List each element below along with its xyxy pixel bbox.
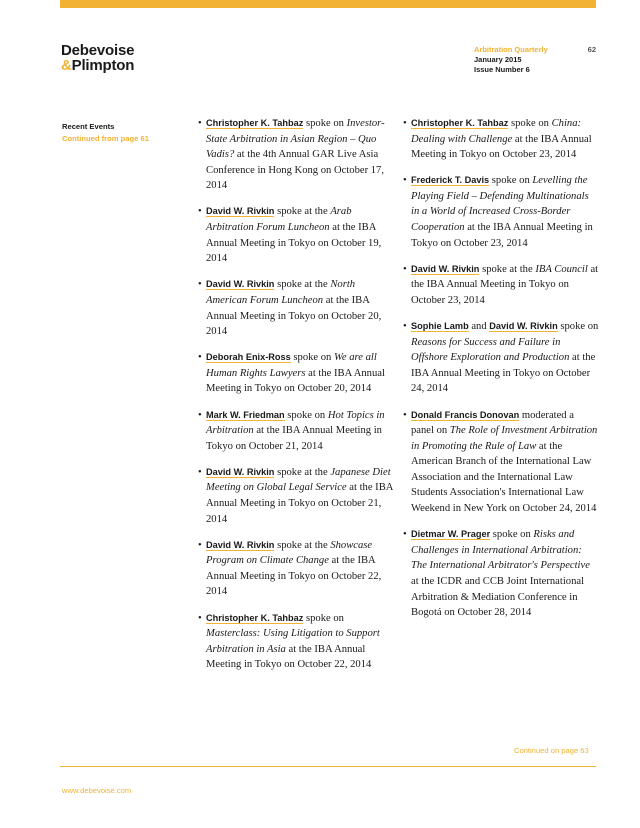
- speaker-name-link[interactable]: David W. Rivkin: [411, 263, 480, 274]
- speaker-name-link[interactable]: David W. Rivkin: [489, 321, 558, 332]
- events-column-right: [403, 116, 599, 631]
- event-title: IBA Council: [535, 263, 588, 275]
- event-text: at the IBA Annual Meeting in Tokyo on October 21, 2014: [206, 425, 382, 452]
- footer-divider: [60, 766, 596, 767]
- event-text: spoke on: [508, 118, 552, 129]
- page-number: 62: [587, 45, 596, 54]
- event-text: spoke on: [290, 352, 335, 364]
- speaker-name-link[interactable]: Sophie Lamb: [411, 321, 469, 332]
- event-text: at the IBA Annual Meeting in Tokyo on October 23, 2014: [411, 263, 599, 306]
- event-title: Showcase Program on Climate Change: [206, 539, 373, 567]
- event-text: spoke on: [303, 612, 344, 624]
- top-accent-bar: [60, 0, 596, 8]
- event-title: We are all Human Rights Lawyers: [206, 352, 377, 379]
- event-text: spoke at the: [274, 279, 331, 291]
- speaker-name-link[interactable]: Dietmar W. Prager: [411, 529, 491, 540]
- bullet-icon: •: [403, 175, 407, 187]
- event-text: moderated a panel on: [411, 409, 574, 437]
- bullet-icon: •: [403, 263, 407, 275]
- event-text: at the IBA Annual Meeting in Tokyo on October 20, 2014: [206, 294, 382, 338]
- logo-line-2: Plimpton: [71, 57, 135, 74]
- bullet-icon: •: [403, 529, 407, 541]
- event-item: [198, 408, 394, 455]
- event-item: [403, 173, 599, 251]
- speaker-name-link[interactable]: Mark W. Friedman: [206, 409, 285, 420]
- events-column-left: [198, 116, 394, 683]
- bullet-icon: •: [403, 118, 407, 129]
- event-item: [198, 350, 394, 397]
- event-item: [403, 116, 599, 163]
- event-text: at the IBA Annual Meeting in Tokyo on October 19, 2014: [206, 222, 382, 265]
- speaker-name-link[interactable]: Deborah Enix-Ross: [206, 352, 291, 363]
- bullet-icon: •: [198, 352, 202, 364]
- bullet-icon: •: [198, 409, 202, 421]
- event-text: spoke on: [490, 529, 534, 541]
- event-text: at the IBA Annual Meeting in Tokyo on October 22, 2014: [206, 643, 372, 671]
- event-title: China: Dealing with Challenge: [411, 118, 582, 145]
- event-text: at the IBA Annual Meeting in Tokyo on October 20, 2014: [206, 367, 385, 395]
- event-title: The Role of Investment Arbitration in Promoting the Rule of Law: [411, 425, 598, 452]
- event-title: Risks and Challenges in International Arbitration: The International Arbitrator's Perspective: [411, 529, 590, 572]
- continued-on-link[interactable]: Continued on page 63: [514, 746, 589, 755]
- bullet-icon: •: [198, 466, 202, 478]
- event-text: at the American Branch of the International Law Association and the International Law Students Association's International Law Weekend in New York on October 24, 2014: [411, 440, 597, 515]
- speaker-name-link[interactable]: Christopher K. Tahbaz: [411, 118, 509, 128]
- event-text: spoke on: [303, 118, 347, 129]
- event-text: spoke at the: [274, 466, 331, 478]
- bullet-icon: •: [198, 118, 202, 129]
- website-link[interactable]: www.debevoise.com: [62, 786, 132, 795]
- bullet-icon: •: [403, 321, 407, 333]
- section-title: Recent Events: [62, 122, 115, 131]
- event-title: Levelling the Playing Field – Defending Multinationals in a World of Increased Cross-Border Cooperation: [411, 175, 589, 234]
- logo-ampersand: &: [61, 57, 72, 74]
- event-text: spoke at the: [274, 206, 331, 218]
- event-title: Japanese Diet Meeting on Global Legal Service: [206, 466, 391, 494]
- event-text: at the ICDR and CCB Joint International Arbitration & Mediation Conference in Bogotá on October 28, 2014: [411, 575, 585, 619]
- event-title: Reasons for Success and Failure in Offshore Exploration and Production: [411, 336, 570, 364]
- publication-title: Arbitration Quarterly: [474, 45, 548, 54]
- event-item: [403, 262, 599, 309]
- bullet-icon: •: [198, 539, 202, 551]
- event-text: spoke on: [489, 175, 533, 187]
- event-text: at the IBA Annual Meeting in Tokyo on October 23, 2014: [411, 222, 593, 249]
- bullet-icon: •: [198, 279, 202, 291]
- bullet-icon: •: [198, 206, 202, 218]
- event-text: spoke on: [284, 409, 328, 421]
- logo-line-1: Debevoise: [61, 42, 135, 59]
- event-title: Masterclass: Using Litigation to Support Arbitration in Asia: [206, 628, 380, 655]
- event-item: [198, 465, 394, 527]
- section-sidebar: [62, 121, 149, 145]
- continued-from-link[interactable]: Continued from page 61: [62, 134, 149, 143]
- event-item: [198, 611, 394, 673]
- speaker-name-link[interactable]: Christopher K. Tahbaz: [206, 612, 304, 623]
- event-text: at the IBA Annual Meeting in Tokyo on October 23, 2014: [411, 133, 592, 161]
- event-text: at the IBA Annual Meeting in Tokyo on October 24, 2014: [411, 352, 596, 395]
- event-text: at the 4th Annual GAR Live Asia Conference in Hong Kong on October 17, 2014: [206, 149, 384, 192]
- event-item: [198, 277, 394, 339]
- speaker-name-link[interactable]: Frederick T. Davis: [411, 175, 490, 186]
- speaker-name-link[interactable]: David W. Rivkin: [206, 466, 275, 477]
- event-item: [403, 527, 599, 621]
- event-title: Investor-State Arbitration in Asian Region – Quo Vadis?: [206, 118, 385, 161]
- issue-date: January 2015: [474, 55, 522, 64]
- event-item: [198, 538, 394, 600]
- bullet-icon: •: [198, 612, 202, 624]
- event-item: [198, 204, 394, 266]
- speaker-name-link[interactable]: David W. Rivkin: [206, 539, 275, 550]
- event-item: [403, 319, 599, 397]
- speaker-name-link[interactable]: David W. Rivkin: [206, 206, 275, 217]
- bullet-icon: •: [403, 409, 407, 421]
- event-text: spoke on: [557, 321, 599, 333]
- speaker-name-link[interactable]: Donald Francis Donovan: [411, 409, 520, 420]
- event-text: and: [468, 321, 490, 333]
- firm-logo: [61, 43, 134, 73]
- event-title: Hot Topics in Arbitration: [206, 409, 385, 437]
- event-item: [198, 116, 394, 194]
- speaker-name-link[interactable]: David W. Rivkin: [206, 279, 275, 290]
- issue-number: Issue Number 6: [474, 65, 530, 74]
- masthead: [474, 45, 596, 75]
- event-text: spoke at the: [479, 263, 536, 275]
- event-item: [403, 408, 599, 517]
- event-title: Arab Arbitration Forum Luncheon: [206, 206, 352, 234]
- event-text: spoke at the: [274, 539, 331, 551]
- event-title: North American Forum Luncheon: [206, 279, 356, 306]
- speaker-name-link[interactable]: Christopher K. Tahbaz: [206, 118, 304, 128]
- event-text: at the IBA Annual Meeting in Tokyo on October 21, 2014: [206, 482, 393, 525]
- event-text: at the IBA Annual Meeting in Tokyo on October 22, 2014: [206, 555, 382, 598]
